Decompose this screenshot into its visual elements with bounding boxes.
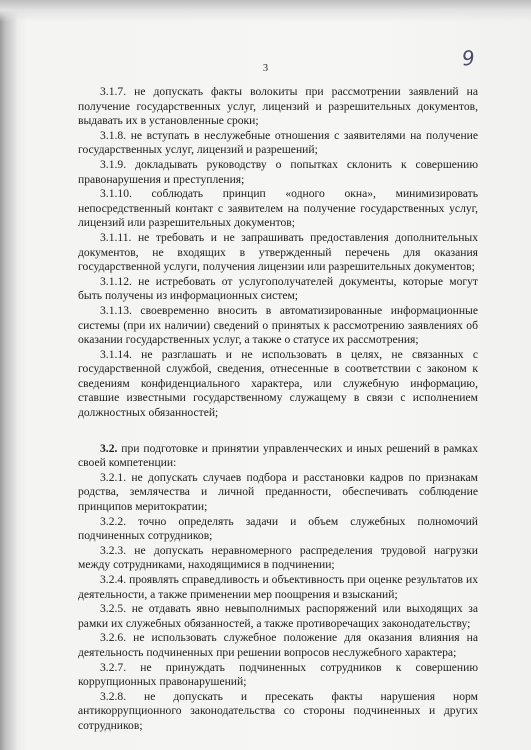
clause-3-2-6: 3.2.6. не использовать служебное положение для оказания влияния на деятельность подчиненных при решении вопросов неслужебного характера; [78, 631, 478, 659]
clause-3-1-13: 3.1.13. своевременно вносить в автоматизированные информационные системы (при их наличии) сведений о принятых к рассмотрению заявлениях об оказании государственных услуг, а также о статусе их рассмотрения; [78, 303, 478, 347]
clause-3-2-3: 3.2.3. не допускать неравномерного распределения трудовой нагрузки между сотрудниками, находящимися в подчинении; [78, 543, 478, 572]
clause-3-1-8: 3.1.8. не вступать в неслужебные отношения с заявителями на получение государственных услуг, лицензий и разрешений; [78, 128, 478, 157]
document-body [78, 85, 478, 734]
clause-3-1-11: 3.1.11. не требовать и не запрашивать предоставления дополнительных документов, не входящих в утвержденный перечень для оказания государственной услуги, получения лицензии или разрешительных документов; [78, 230, 478, 274]
section-3-2-heading [78, 442, 478, 471]
binding-shadow [0, 0, 18, 750]
clause-3-2-7: 3.2.7. не принуждать подчиненных сотрудников к совершению коррупционных правонарушений; [78, 660, 478, 689]
clause-3-2-1: 3.2.1. не допускать случаев подбора и расстановки кадров по признакам родства, землячества и личной преданности, обеспечивать соблюдение принципов меритократии; [78, 470, 478, 514]
clause-3-2-5: 3.2.5. не отдавать явно невыполнимых распоряжений или выходящих за рамки их служебных обязанностей, а также противоречащих законодательству; [78, 602, 478, 630]
section-3-2-text: при подготовке и принятии управленческих и иных решений в рамках своей компетенции: [78, 441, 478, 470]
clause-3-2-4: 3.2.4. проявлять справедливость и объективность при оценке результатов их деятельности, а также применении мер поощрения и взысканий; [78, 573, 478, 601]
top-edge-shadow [0, 0, 531, 22]
clause-3-1-9: 3.1.9. докладывать руководству о попытках склонить к совершению правонарушения и преступления; [78, 157, 478, 186]
clause-3-1-12: 3.1.12. не истребовать от услугополучателей документы, которые могут быть получены из информационных систем; [78, 274, 478, 303]
clause-3-1-7: 3.1.7. не допускать факты волокиты при рассмотрении заявлений на получение государственных услуг, лицензий и разрешительных документов, выдавать их в установленные сроки; [78, 85, 478, 128]
clause-3-2-8: 3.2.8. не допускать и пресекать факты нарушения норм антикоррупционного законодательства со стороны подчиненных и других сотрудников; [78, 689, 478, 732]
section-3-2-number: 3.2. [100, 441, 118, 455]
clause-3-2-2: 3.2.2. точно определять задачи и объем служебных полномочий подчиненных сотрудников; [78, 514, 478, 543]
page-number: 3 [262, 63, 269, 74]
clause-3-1-14: 3.1.14. не разглашать и не использовать в целях, не связанных с государственной службой, сведения, отнесенные в соответствии с законом к сведениям конфиденциального характера, или служебную информацию, ставшие известными государственному служащему в связи с исполнением должностных обязанностей; [78, 347, 478, 420]
handwritten-sheet-number: 9 [460, 45, 476, 71]
clause-3-1-10: 3.1.10. соблюдать принцип «одного окна», минимизировать непосредственный контакт с заявителем на получение государственных услуг, лицензий или разрешительных документов; [78, 187, 478, 230]
